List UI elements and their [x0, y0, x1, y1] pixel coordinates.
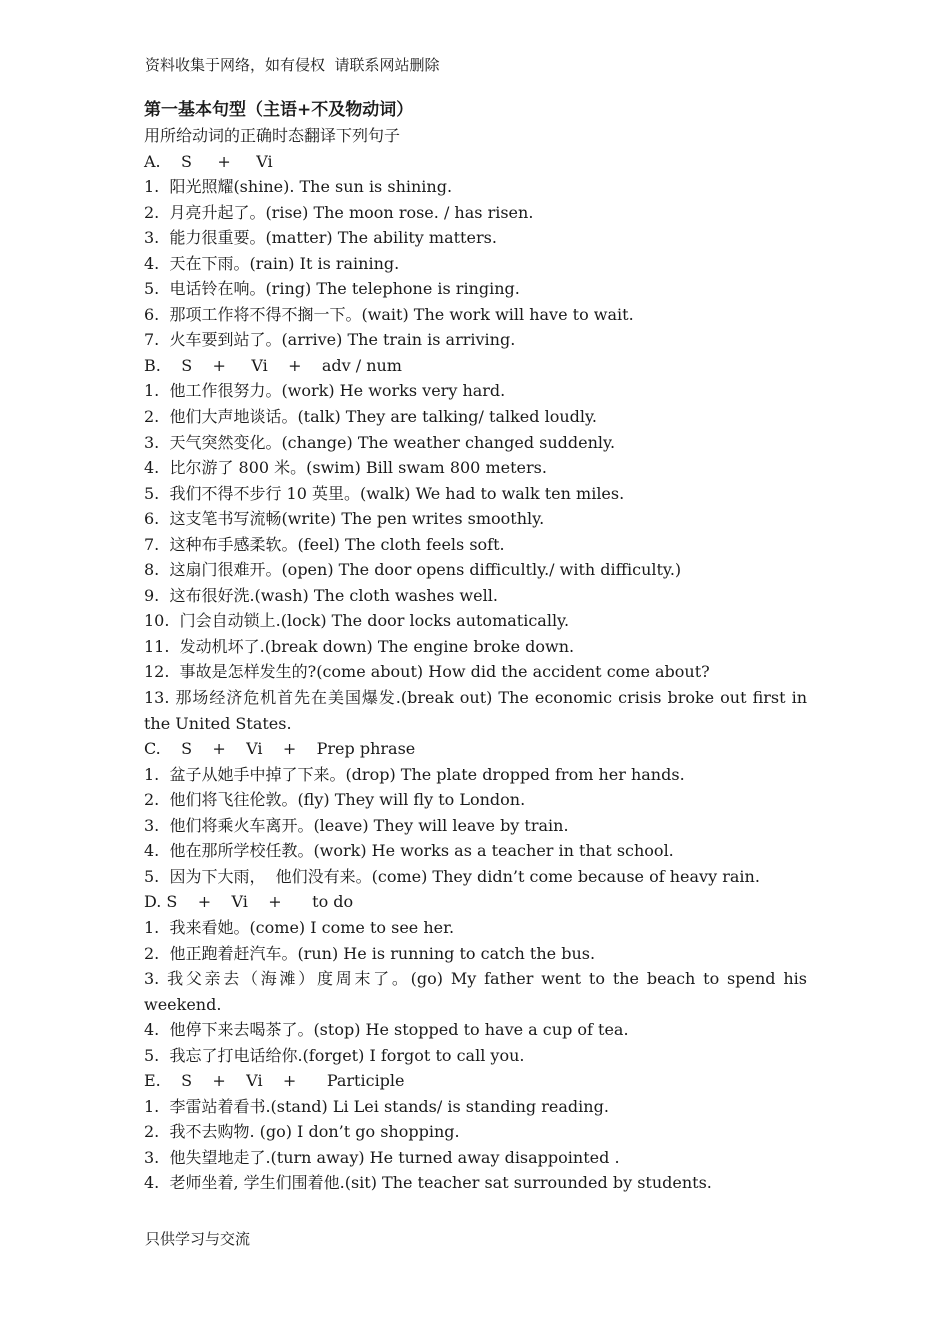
- list-item: 1. 李雷站着看书.(stand) Li Lei stands/ is standing reading.: [144, 1096, 609, 1116]
- list-item: 3. 我父亲去（海滩）度周末了。(go) My father went to the beach to spend his weekend.: [144, 969, 807, 1014]
- list-item: 12. 事故是怎样发生的?(come about) How did the accident come about?: [144, 662, 710, 682]
- list-item: 4. 老师坐着, 学生们围着他.(sit) The teacher sat surrounded by students.: [144, 1173, 712, 1193]
- section-heading-d: D. S + Vi + to do: [144, 892, 354, 912]
- list-item: 1. 我来看她。(come) I come to see her.: [144, 917, 455, 937]
- list-item: 3. 他们将乘火车离开。(leave) They will leave by train.: [144, 815, 569, 835]
- list-item: 3. 天气突然变化。(change) The weather changed suddenly.: [144, 432, 616, 452]
- list-item: 9. 这布很好洗.(wash) The cloth washes well.: [144, 585, 498, 605]
- list-item: 5. 我忘了打电话给你.(forget) I forgot to call you.: [144, 1045, 525, 1065]
- list-item: 3. 他失望地走了.(turn away) He turned away disappointed .: [144, 1147, 620, 1167]
- list-item: 2. 他们将飞往伦敦。(fly) They will fly to London.: [144, 790, 526, 810]
- list-item: 4. 天在下雨。(rain) It is raining.: [144, 253, 400, 273]
- list-item: 4. 他停下来去喝茶了。(stop) He stopped to have a cup of tea.: [144, 1020, 629, 1040]
- section-heading-b: B. S + Vi + adv / num: [144, 355, 402, 375]
- section-heading-c: C. S + Vi + Prep phrase: [144, 739, 416, 759]
- page-footer: 只供学习与交流: [145, 1230, 251, 1248]
- list-item: 4. 比尔游了 800 米。(swim) Bill swam 800 meters.: [144, 458, 547, 478]
- list-item: 6. 那项工作将不得不搁一下。(wait) The work will have to wait.: [144, 304, 634, 324]
- list-item: 5. 因为下大雨， 他们没有来。(come) They didn’t come because of heavy rain.: [144, 866, 760, 886]
- list-item: 2. 他正跑着赶汽车。(run) He is running to catch the bus.: [144, 943, 596, 963]
- list-item: 1. 他工作很努力。(work) He works very hard.: [144, 381, 506, 401]
- instruction-text: 用所给动词的正确时态翻译下列句子: [144, 126, 401, 145]
- list-item: 3. 能力很重要。(matter) The ability matters.: [144, 228, 497, 248]
- list-item: 5. 我们不得不步行 10 英里。(walk) We had to walk ten miles.: [144, 483, 625, 503]
- list-item: 10. 门会自动锁上.(lock) The door locks automatically.: [144, 611, 570, 631]
- section-heading-e: E. S + Vi + Participle: [144, 1071, 405, 1091]
- list-item: 1. 阳光照耀(shine). The sun is shining.: [144, 177, 453, 197]
- list-item: 7. 火车要到站了。(arrive) The train is arriving.: [144, 330, 516, 350]
- list-item: 2. 他们大声地谈话。(talk) They are talking/ talked loudly.: [144, 407, 598, 427]
- list-item: 1. 盆子从她手中掉了下来。(drop) The plate dropped from her hands.: [144, 764, 685, 784]
- list-item: 8. 这扇门很难开。(open) The door opens difficultly./ with difficulty.): [144, 560, 682, 580]
- page-header: 资料收集于网络，如有侵权 请联系网站删除: [145, 56, 440, 74]
- list-item: 6. 这支笔书写流畅(write) The pen writes smoothly.: [144, 509, 545, 529]
- list-item: 5. 电话铃在响。(ring) The telephone is ringing.: [144, 279, 520, 299]
- section-heading-a: A. S + Vi: [144, 151, 273, 171]
- list-item: 7. 这种布手感柔软。(feel) The cloth feels soft.: [144, 534, 505, 554]
- list-item: 13. 那场经济危机首先在美国爆发.(break out) The economic crisis broke out first in the United States.: [144, 688, 807, 733]
- document-content: [144, 98, 807, 1196]
- document-title: 第一基本句型（主语+不及物动词）: [144, 100, 414, 120]
- list-item: 2. 月亮升起了。(rise) The moon rose. / has risen.: [144, 202, 534, 222]
- list-item: 2. 我不去购物. (go) I don’t go shopping.: [144, 1122, 460, 1142]
- list-item: 4. 他在那所学校任教。(work) He works as a teacher in that school.: [144, 841, 674, 861]
- list-item: 11. 发动机坏了.(break down) The engine broke down.: [144, 636, 575, 656]
